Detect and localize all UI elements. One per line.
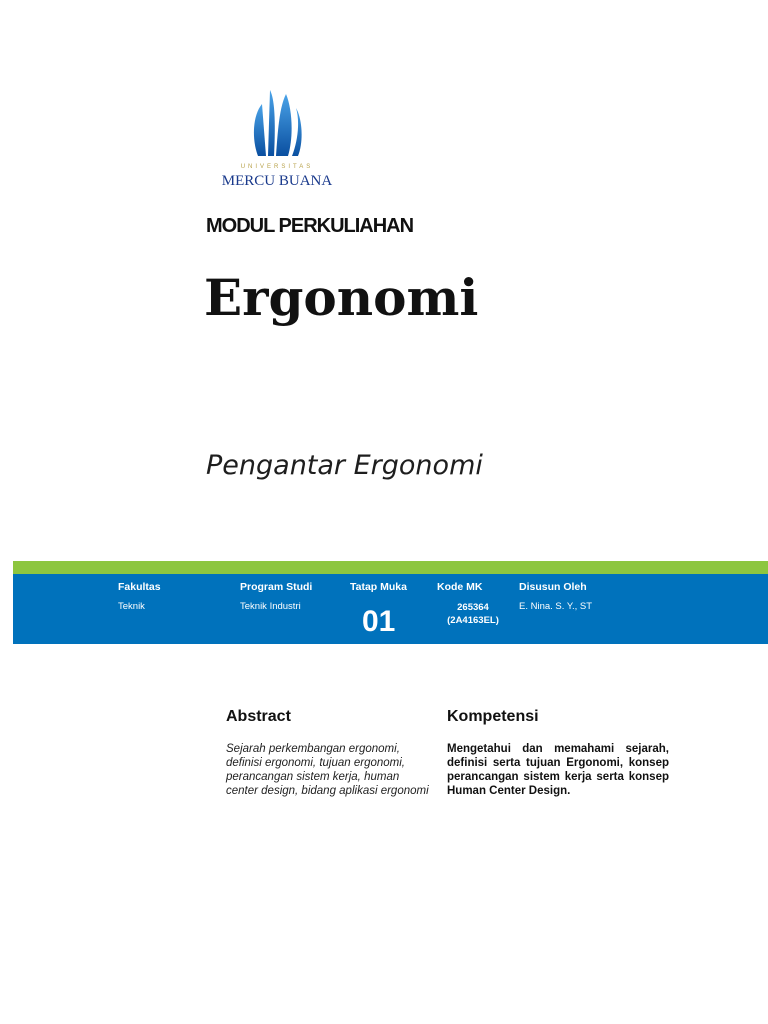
- program-studi-label: Program Studi: [240, 581, 313, 593]
- tatap-muka-value: 01: [362, 605, 396, 638]
- logo-university-label: UNIVERSITAS: [240, 164, 314, 170]
- disusun-oleh-label: Disusun Oleh: [519, 581, 587, 593]
- page-subtitle: Pengantar Ergonomi: [206, 450, 483, 481]
- kode-mk-secondary: (2A4163EL): [447, 615, 499, 626]
- kompetensi-text: Mengetahui dan memahami sejarah, definisi serta tujuan Ergonomi, konsep perancangan sistem kerja serta konsep Human Center Design.: [447, 743, 669, 797]
- green-divider: [13, 561, 768, 574]
- abstract-heading: Abstract: [226, 708, 291, 725]
- kompetensi-heading: Kompetensi: [447, 708, 539, 725]
- kode-mk-value: 265364: [457, 602, 489, 613]
- fakultas-value: Teknik: [118, 601, 145, 612]
- module-label: MODUL PERKULIAHAN: [206, 215, 414, 237]
- abstract-text: Sejarah perkembangan ergonomi, definisi ergonomi, tujuan ergonomi, perancangan sistem kerja, human center design, bidang aplikasi ergonomi: [226, 743, 429, 797]
- program-studi-value: Teknik Industri: [240, 601, 301, 612]
- logo-university-name: MERCU BUANA: [221, 173, 333, 189]
- kode-mk-value-block: [444, 601, 502, 627]
- fakultas-label: Fakultas: [118, 581, 161, 593]
- mercu-buana-emblem-icon: [206, 86, 348, 166]
- tatap-muka-label: Tatap Muka: [350, 581, 407, 593]
- kode-mk-label: Kode MK: [437, 581, 483, 593]
- university-logo: [206, 86, 348, 194]
- page-title: Ergonomi: [204, 268, 479, 327]
- disusun-oleh-value: E. Nina. S. Y., ST: [519, 601, 593, 612]
- course-info-band: [13, 574, 768, 644]
